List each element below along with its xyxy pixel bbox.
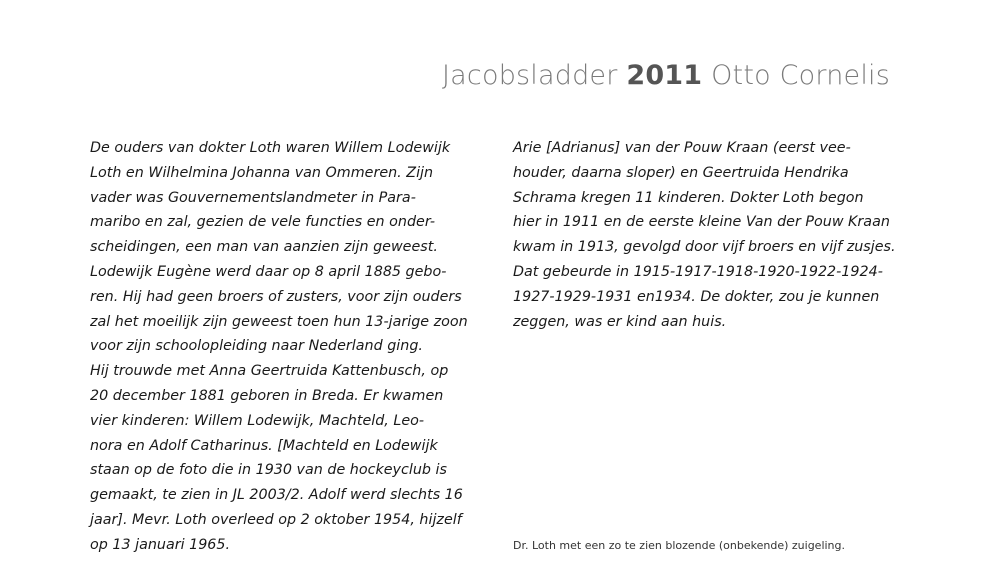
page-header-title: [442, 60, 890, 91]
right-line: kwam in 1913, gevolgd door vijf broers en vijf zusjes.: [513, 239, 896, 256]
left-text-column: [90, 136, 475, 558]
header-title-prefix: Jacobsladder: [442, 60, 618, 91]
right-line: 1927-1929-1931 en1934. De dokter, zou je kunnen: [513, 288, 880, 305]
right-line: hier in 1911 en de eerste kleine Van der Pouw Kraan: [513, 214, 890, 231]
left-line: Lodewijk Eugène werd daar op 8 april 1885 gebo-: [90, 263, 447, 280]
left-line: staan op de foto die in 1930 van de hockeyclub is: [90, 462, 447, 479]
right-text-column: [513, 136, 898, 334]
left-line: gemaakt, te zien in JL 2003/2. Adolf werd slechts 16: [90, 487, 463, 504]
left-line: nora en Adolf Catharinus. [Machteld en Lodewijk: [90, 437, 438, 454]
left-line: jaar]. Mevr. Loth overleed op 2 oktober 1954, hijzelf: [90, 511, 462, 528]
right-line: Schrama kregen 11 kinderen. Dokter Loth begon: [513, 189, 864, 206]
header-year: 2011: [626, 60, 703, 91]
photo-caption: Dr. Loth met een zo te zien blozende (onbekende) zuigeling.: [513, 539, 846, 552]
right-line: Dat gebeurde in 1915-1917-1918-1920-1922-1924-: [513, 263, 883, 280]
header-author: Otto Cornelis: [711, 60, 890, 91]
left-line: Loth en Wilhelmina Johanna van Ommeren. Zijn: [90, 164, 434, 181]
left-line: vader was Gouvernementslandmeter in Para-: [90, 189, 416, 206]
right-line: zeggen, was er kind aan huis.: [513, 313, 727, 330]
left-line: Hij trouwde met Anna Geertruida Kattenbusch, op: [90, 363, 449, 380]
left-line: zal het moeilijk zijn geweest toen hun 13-jarige zoon: [90, 313, 468, 330]
left-line: maribo en zal, gezien de vele functies en onder-: [90, 214, 436, 231]
left-line: voor zijn schoolopleiding naar Nederland ging.: [90, 338, 423, 355]
left-line: De ouders van dokter Loth waren Willem Lodewijk: [90, 140, 451, 156]
left-line: op 13 januari 1965.: [90, 536, 231, 553]
left-line: 20 december 1881 geboren in Breda. Er kwamen: [90, 387, 444, 404]
right-line: Arie [Adrianus] van der Pouw Kraan (eerst vee-: [513, 140, 851, 156]
left-line: scheidingen, een man van aanzien zijn geweest.: [90, 239, 438, 256]
left-line: ren. Hij had geen broers of zusters, voor zijn ouders: [90, 288, 462, 305]
left-line: vier kinderen: Willem Lodewijk, Machteld, Leo-: [90, 412, 425, 429]
right-line: houder, daarna sloper) en Geertruida Hendrika: [513, 164, 849, 181]
